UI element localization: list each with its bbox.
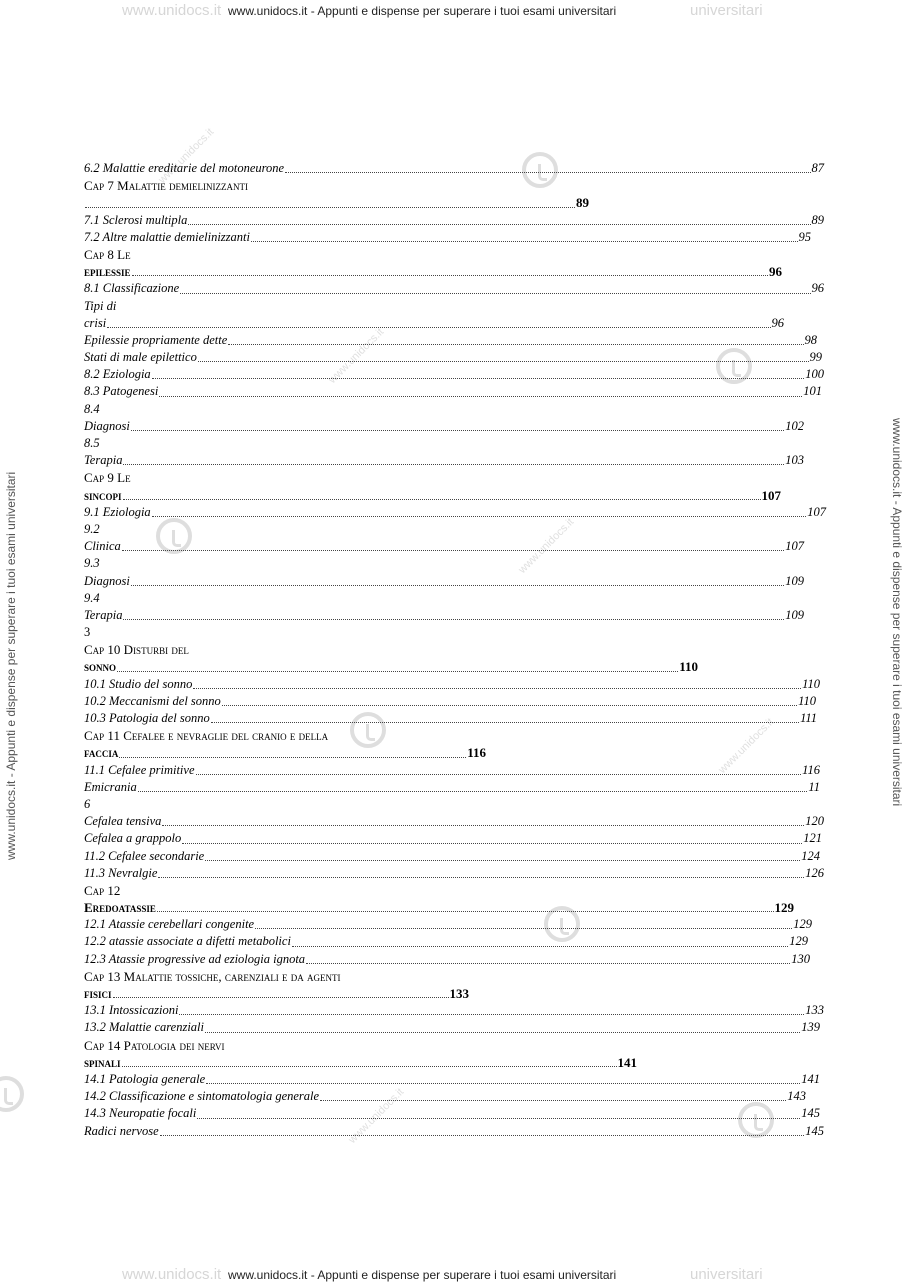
toc-entry-title: 12.1 Atassie cerebellari congenite: [84, 917, 255, 932]
toc-entry: [84, 504, 826, 521]
dot-leader: [113, 985, 449, 998]
toc-entry: [84, 1123, 824, 1140]
toc-entry-title: 8.5: [84, 436, 100, 450]
page-footer: [0, 1266, 909, 1286]
dot-leader: [152, 504, 807, 517]
dot-leader: [205, 1019, 800, 1032]
toc-entry-title: sincopi: [84, 487, 122, 503]
toc-entry: [84, 916, 812, 933]
toc-entry-page: 98: [804, 332, 817, 347]
toc-entry: [84, 555, 824, 572]
dot-leader: [123, 487, 761, 500]
dot-leader: [162, 813, 804, 826]
toc-entry: [84, 848, 820, 865]
toc-entry-title: Tipi di: [84, 298, 117, 313]
toc-entry: [84, 985, 469, 1002]
toc-entry-page: 145: [805, 1123, 824, 1138]
toc-entry: [84, 263, 782, 280]
toc-entry-page: 11: [808, 779, 820, 794]
toc-entry: [84, 1037, 824, 1054]
dot-leader: [196, 762, 802, 775]
toc-entry-title: Cap 7 Malattie demielinizzanti: [84, 178, 248, 194]
dot-leader: [222, 693, 797, 706]
toc-entry-title: 10.1 Studio del sonno: [84, 676, 193, 691]
dot-leader: [211, 710, 799, 723]
toc-entry-page: 110: [798, 693, 816, 708]
dot-leader: [198, 349, 809, 362]
toc-entry-title: Cefalea a grappolo: [84, 831, 182, 846]
toc-entry-title: faccia: [84, 745, 119, 761]
dot-leader: [85, 194, 575, 207]
toc-entry-page: 107: [807, 504, 826, 519]
toc-entry-title: 6.2 Malattie ereditarie del motoneurone: [84, 161, 285, 175]
dot-leader: [119, 744, 466, 757]
toc-entry-title: 9.4: [84, 590, 100, 605]
toc-entry-page: 96: [771, 315, 784, 330]
toc-entry-page: 107: [761, 487, 781, 503]
toc-entry-title: 9.3: [84, 556, 100, 571]
dot-leader: [193, 676, 801, 689]
toc-entry: [84, 538, 804, 555]
toc-entry-title: 11.2 Cefalee secondarie: [84, 848, 205, 863]
toc-entry: [84, 779, 820, 796]
header-text: www.unidocs.it - Appunti e dispense per superare i tuoi esami universitari: [228, 4, 617, 18]
toc-entry: [84, 899, 794, 916]
table-of-contents: [84, 160, 824, 1140]
toc-entry: [84, 349, 822, 366]
toc-entry: [84, 744, 486, 761]
toc-entry-title: Cap 11 Cefalee e nevraglie del cranio e della: [84, 728, 329, 744]
toc-entry-page: 116: [467, 745, 486, 761]
toc-entry-page: 121: [803, 831, 822, 846]
toc-entry-page: 87: [811, 161, 824, 175]
watermark-text: www.unidocs.it: [326, 326, 387, 386]
toc-entry: [84, 1002, 824, 1019]
toc-entry-title: 14.3 Neuropatie focali: [84, 1106, 197, 1121]
toc-entry-page: 95: [798, 229, 811, 244]
dot-leader: [255, 916, 792, 929]
header-ghost-left: www.unidocs.it: [122, 2, 222, 19]
toc-entry-title: crisi: [84, 315, 107, 330]
dot-leader: [228, 332, 803, 345]
toc-entry: [84, 280, 824, 297]
dot-leader: [159, 383, 802, 396]
toc-entry: [84, 1071, 820, 1088]
right-margin-text: www.unidocs.it - Appunti e dispense per superare i tuoi esami universitari: [890, 418, 904, 807]
dot-leader: [180, 280, 810, 293]
toc-entry-page: 111: [800, 711, 817, 725]
toc-entry-title: 9.1 Eziologia: [84, 504, 151, 519]
toc-entry-title: 12.2 atassie associate a difetti metabolici: [84, 934, 291, 949]
dot-leader: [152, 366, 805, 379]
dot-leader: [320, 1088, 786, 1101]
dot-leader: [138, 779, 808, 792]
watermark-logo: [0, 1076, 24, 1112]
dot-leader: [131, 573, 784, 586]
dot-leader: [206, 1071, 800, 1084]
toc-entry-title: epilessie: [84, 264, 131, 280]
dot-leader: [131, 418, 784, 431]
dot-leader: [188, 212, 810, 225]
toc-entry-page: 141: [801, 1071, 820, 1086]
dot-leader: [179, 1002, 804, 1015]
toc-entry-title: Emicrania: [84, 779, 137, 794]
toc-entry-title: spinali: [84, 1054, 121, 1070]
toc-entry-title: 8.4: [84, 401, 100, 416]
footer-ghost-left: www.unidocs.it: [122, 1266, 222, 1283]
dot-leader: [285, 160, 810, 173]
toc-entry: [84, 246, 824, 263]
toc-entry-page: 124: [801, 848, 820, 863]
footer-text: www.unidocs.it - Appunti e dispense per superare i tuoi esami universitari: [228, 1268, 617, 1282]
toc-entry: [84, 298, 824, 315]
page-header: [0, 2, 909, 22]
toc-entry-title: 9.2: [84, 521, 100, 536]
toc-entry-page: 145: [801, 1106, 820, 1121]
toc-entry: [84, 229, 811, 246]
toc-entry-title: Diagnosi: [84, 418, 130, 433]
toc-entry-page: 133: [805, 1003, 824, 1018]
dot-leader: [158, 865, 804, 878]
toc-entry-title: Cap 10 Disturbi del: [84, 642, 189, 658]
toc-entry: [84, 968, 824, 985]
left-margin-text: www.unidocs.it - Appunti e dispense per superare i tuoi esami universitari: [4, 471, 18, 860]
toc-entry-page: 103: [785, 453, 804, 468]
toc-entry-title: 11.1 Cefalee primitive: [84, 762, 195, 777]
toc-entry-title: Radici nervose: [84, 1123, 159, 1138]
toc-entry: [84, 469, 824, 486]
toc-entry-page: 107: [785, 539, 804, 554]
toc-entry-title: Cap 14 Patologia dei nervi: [84, 1037, 225, 1053]
toc-entry: [84, 813, 824, 830]
toc-entry-title: Stati di male epilettico: [84, 350, 197, 365]
dot-leader: [132, 263, 768, 276]
toc-entry-title: fisici: [84, 986, 112, 1001]
toc-entry-title: Clinica: [84, 539, 121, 554]
toc-entry: [84, 452, 804, 469]
toc-entry-page: 133: [449, 986, 469, 1001]
dot-leader: [117, 658, 678, 671]
toc-entry-page: 116: [802, 762, 820, 777]
dot-leader: [182, 830, 802, 843]
toc-entry-title: Cap 13 Malattie tossiche, carenziali e da agenti: [84, 968, 341, 984]
toc-entry-title: 7.1 Sclerosi multipla: [84, 212, 188, 227]
toc-entry-page: 109: [785, 573, 804, 588]
dot-leader: [197, 1105, 800, 1118]
toc-entry: [84, 676, 820, 693]
toc-entry: [84, 796, 824, 813]
toc-entry: [84, 194, 589, 211]
toc-entry-title: 13.1 Intossicazioni: [84, 1003, 179, 1018]
toc-entry: [84, 641, 824, 658]
toc-entry-title: Cap 8 Le: [84, 246, 131, 262]
toc-entry: [84, 1088, 806, 1105]
toc-entry: [84, 1054, 637, 1071]
toc-entry-page: 89: [576, 195, 589, 211]
toc-entry: [84, 607, 804, 624]
toc-entry-title: Eredoatassie: [84, 900, 156, 916]
toc-entry: [84, 366, 824, 383]
toc-entry: [84, 882, 824, 899]
toc-entry-page: 101: [803, 384, 822, 399]
toc-entry-title: Terapia: [84, 607, 123, 622]
dot-leader: [251, 229, 798, 242]
toc-entry-page: 89: [811, 212, 824, 227]
toc-entry: [84, 658, 698, 675]
dot-leader: [122, 538, 784, 551]
toc-entry-title: 13.2 Malattie carenziali: [84, 1020, 205, 1035]
toc-entry: [84, 865, 824, 882]
toc-entry: [84, 727, 824, 744]
toc-entry-page: 99: [809, 350, 822, 365]
dot-leader: [292, 933, 788, 946]
toc-entry-title: Cap 9 Le: [84, 470, 131, 486]
toc-entry-title: 3: [84, 625, 91, 640]
toc-entry: [84, 693, 816, 710]
toc-entry-title: 10.3 Patologia del sonno: [84, 711, 210, 725]
header-ghost-right: universitari: [690, 2, 763, 19]
toc-entry: [84, 487, 781, 504]
toc-entry-page: 100: [805, 367, 824, 382]
toc-entry-page: 96: [769, 264, 782, 280]
toc-entry-title: Diagnosi: [84, 573, 130, 588]
toc-entry: [84, 160, 824, 177]
watermark-text: www.unidocs.it: [346, 1086, 407, 1146]
toc-entry: [84, 401, 824, 418]
dot-leader: [107, 315, 770, 328]
toc-entry-page: 129: [789, 934, 808, 949]
toc-entry-title: 8.3 Patogenesi: [84, 384, 159, 399]
toc-entry-title: 11.3 Nevralgie: [84, 865, 158, 880]
toc-entry-page: 102: [785, 418, 804, 433]
toc-entry-page: 129: [793, 917, 812, 932]
toc-entry-page: 129: [774, 900, 794, 916]
toc-entry-page: 110: [679, 659, 698, 675]
toc-entry: [84, 573, 804, 590]
toc-entry: [84, 212, 824, 229]
dot-leader: [205, 848, 800, 861]
toc-entry-title: Epilessie propriamente dette: [84, 332, 228, 347]
footer-ghost-right: universitari: [690, 1266, 763, 1283]
toc-entry: [84, 830, 822, 847]
toc-entry-page: 143: [787, 1089, 806, 1104]
toc-entry: [84, 1105, 820, 1122]
toc-entry: [84, 933, 808, 950]
dot-leader: [122, 1054, 617, 1067]
toc-entry-title: 6: [84, 796, 91, 811]
toc-entry-title: Cap 12: [84, 882, 121, 898]
watermark-text: www.unidocs.it: [516, 516, 577, 576]
toc-entry-title: 14.1 Patologia generale: [84, 1071, 206, 1086]
toc-entry-page: 96: [811, 281, 824, 296]
toc-entry-page: 120: [805, 814, 824, 829]
toc-entry-title: 8.2 Eziologia: [84, 367, 151, 382]
toc-entry-title: 14.2 Classificazione e sintomatologia generale: [84, 1089, 320, 1104]
toc-entry-page: 139: [801, 1020, 820, 1035]
toc-entry-title: Cefalea tensiva: [84, 814, 162, 829]
toc-entry: [84, 418, 804, 435]
toc-entry: [84, 521, 824, 538]
toc-entry-page: 110: [802, 676, 820, 691]
dot-leader: [306, 951, 790, 964]
watermark-text: www.unidocs.it: [716, 716, 777, 776]
toc-entry: [84, 435, 824, 452]
toc-entry: [84, 1019, 820, 1036]
dot-leader: [157, 899, 774, 912]
dot-leader: [123, 607, 784, 620]
toc-entry-page: 109: [785, 607, 804, 622]
toc-entry: [84, 710, 817, 727]
toc-entry-page: 126: [805, 865, 824, 880]
toc-entry-title: Terapia: [84, 453, 123, 468]
toc-entry: [84, 624, 824, 641]
dot-leader: [123, 452, 784, 465]
toc-entry-page: 141: [617, 1054, 637, 1070]
toc-entry-title: 8.1 Classificazione: [84, 281, 180, 296]
toc-entry: [84, 332, 817, 349]
toc-entry: [84, 315, 784, 332]
toc-entry-page: 130: [791, 951, 810, 966]
toc-entry: [84, 590, 824, 607]
toc-entry-title: 10.2 Meccanismi del sonno: [84, 693, 221, 708]
toc-entry-title: 7.2 Altre malattie demielinizzanti: [84, 229, 250, 244]
toc-entry-title: 12.3 Atassie progressive ad eziologia ignota: [84, 951, 306, 966]
toc-entry: [84, 177, 824, 194]
toc-entry: [84, 762, 820, 779]
toc-entry: [84, 383, 822, 400]
toc-entry-title: sonno: [84, 659, 117, 675]
toc-entry: [84, 951, 810, 968]
watermark-text: www.unidocs.it: [156, 126, 217, 186]
dot-leader: [160, 1123, 805, 1136]
